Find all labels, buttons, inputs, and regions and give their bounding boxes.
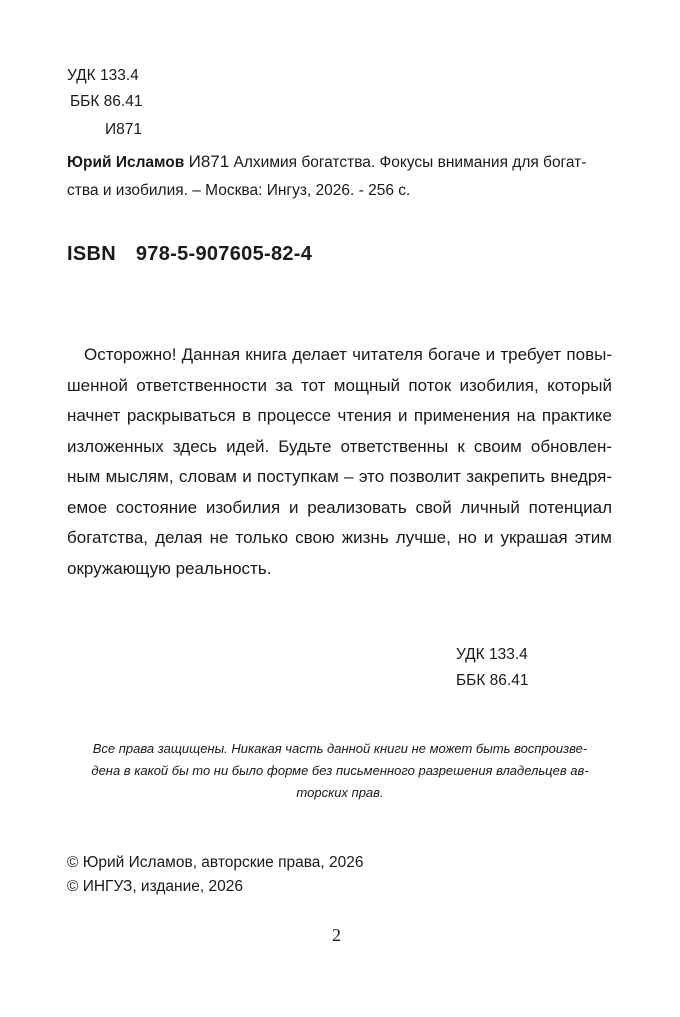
paragraph-line: окружающую реальность. (67, 558, 272, 578)
rights-notice (62, 738, 618, 804)
author-mark-inline: И871 (188, 152, 230, 171)
paragraph-line: Осторожно! Данная книга делает читателя богаче и требует повы- (84, 345, 612, 364)
rights-line: Все права защищены. Никакая часть данной книги не может быть воспроизве- (92, 741, 588, 756)
classification-codes-bottom (456, 642, 528, 694)
paragraph-line: ным мыслям, словам и поступкам – это позволит закрепить внедря- (67, 467, 612, 486)
paragraph-line: емое состояние изобилия и реализовать свой личный потенциал (67, 497, 612, 517)
title-line-2: ства и изобилия. – Москва: Ингуз, 2026. - 256 с. (67, 182, 411, 199)
author-name: Юрий Исламов (67, 154, 185, 171)
copyright-publisher: © ИНГУЗ, издание, 2026 (67, 878, 243, 895)
paragraph-line: изложенных здесь идей. Будьте ответственны к своим обновлен- (67, 436, 612, 456)
isbn (67, 243, 312, 266)
bbk-code: ББК 86.41 (456, 672, 529, 689)
isbn-value: 978-5-907605-82-4 (135, 243, 313, 265)
page-number: 2 (332, 925, 341, 945)
author-mark: И871 (105, 121, 143, 138)
rights-line: торских прав. (296, 785, 384, 800)
rights-line: дена в какой бы то ни было форме без письменного разрешения владельцев ав- (91, 763, 589, 778)
paragraph-line: начнет раскрываться в процессе чтения и применения на практике (67, 406, 612, 425)
classification-codes-top (67, 63, 142, 143)
udk-code: УДК 133.4 (456, 646, 528, 663)
copyright-block (67, 851, 364, 899)
warning-paragraph (67, 340, 612, 584)
isbn-label: ISBN (67, 243, 116, 265)
udk-code: УДК 133.4 (67, 67, 139, 84)
bbk-code: ББК 86.41 (70, 93, 143, 110)
copyright-author: © Юрий Исламов, авторские права, 2026 (67, 854, 364, 871)
paragraph-line: богатства, делая не только свою жизнь лучше, но и украшая этим (67, 528, 612, 547)
bibliographic-record (67, 148, 597, 205)
paragraph-line: шенной ответственности за тот мощный поток изобилия, который (67, 375, 612, 395)
title-line-1: Алхимия богатства. Фокусы внимания для богат- (233, 154, 587, 171)
